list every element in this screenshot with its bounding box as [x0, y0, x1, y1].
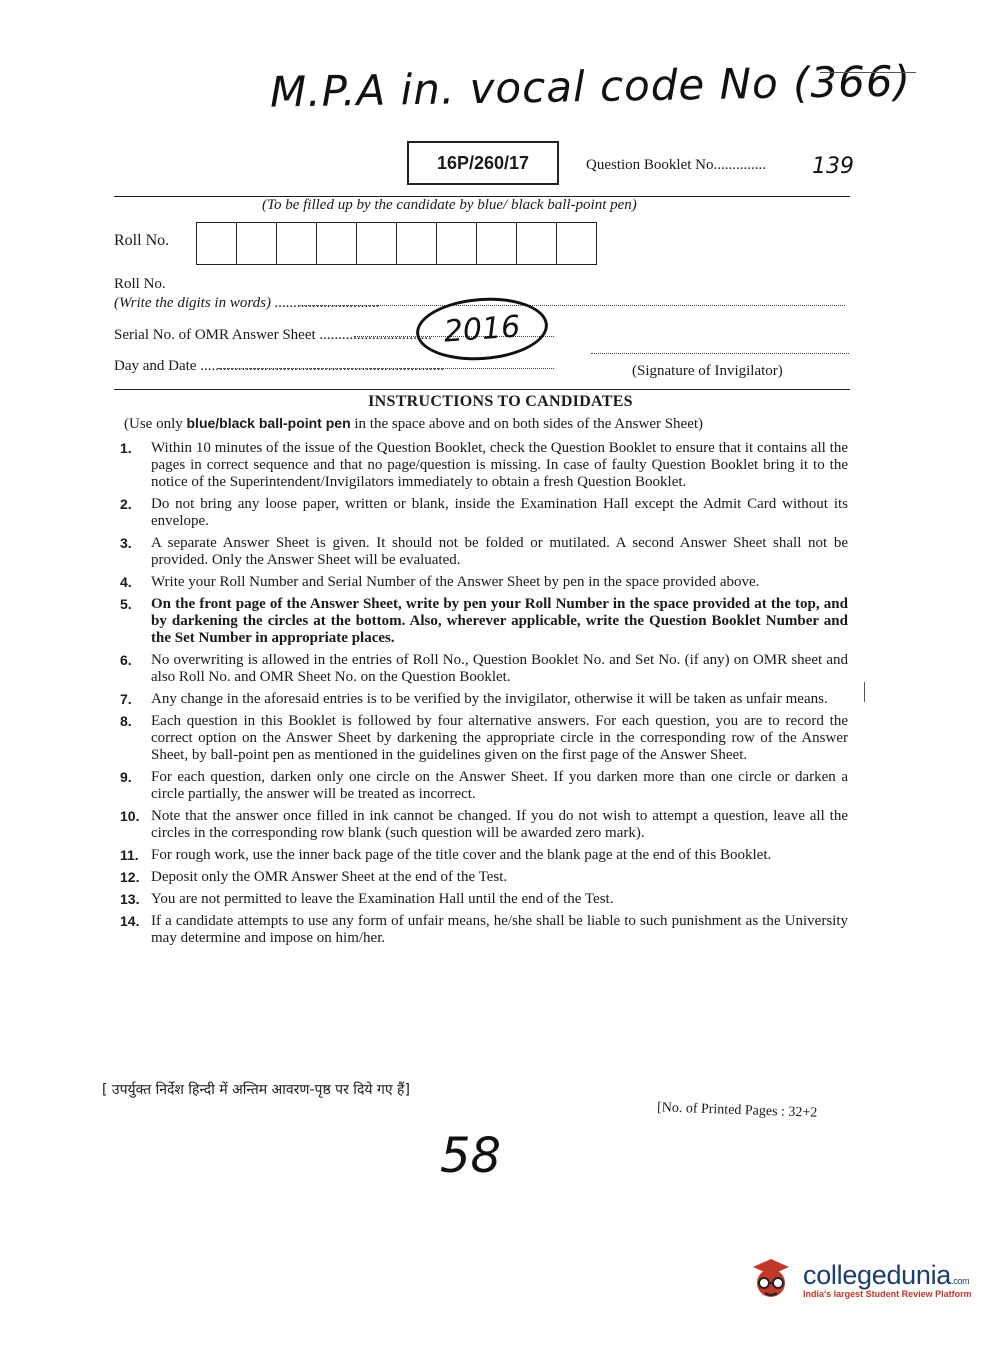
item-number: 5.	[120, 596, 132, 612]
item-number: 11.	[120, 847, 139, 863]
roll-digit-box[interactable]	[397, 223, 437, 264]
item-text: Each question in this Booklet is followed by four alternative answers. For each question, you are to record the correct option on the Answer Sheet by darkening the appropriate circle in the corresponding row of the Answer Sheet, by ball-point pen as mentioned in the guidelines given on the first page of the Answer Sheet.	[151, 713, 848, 763]
item-number: 12.	[120, 869, 140, 885]
item-text: No overwriting is allowed in the entries of Roll No., Question Booklet No. and Set No. (if any) on OMR sheet and also Roll No. and OMR Sheet No. on the Question Booklet.	[151, 652, 848, 685]
day-date-field[interactable]	[218, 368, 554, 369]
item-number: 13.	[120, 891, 140, 907]
instruction-item	[120, 574, 848, 591]
roll-no-boxes[interactable]	[196, 222, 597, 265]
note-suffix: in the space above and on both sides of the Answer Sheet)	[350, 416, 704, 432]
margin-mark	[864, 682, 865, 702]
roll-digit-box[interactable]	[277, 223, 317, 264]
item-text: For each question, darken only one circle on the Answer Sheet. If you darken more than one circle or darken a circle partially, the answer will be treated as incorrect.	[151, 769, 848, 802]
roll-no-label: Roll No.	[114, 232, 170, 249]
instruction-item	[120, 496, 848, 530]
roll-digit-box[interactable]	[317, 223, 357, 264]
instruction-item	[120, 652, 848, 686]
item-text: On the front page of the Answer Sheet, write by pen your Roll Number in the space provided at the top, and by darkening the circles at the bottom. Also, wherever applicable, write the Question Booklet Number and the Set Number in appropriate places.	[151, 596, 848, 646]
collegedunia-watermark	[745, 1253, 972, 1305]
instruction-item	[120, 808, 848, 842]
instruction-item	[120, 440, 848, 491]
brand-tagline: India's largest Student Review Platform	[803, 1288, 972, 1299]
item-text: Do not bring any loose paper, written or blank, inside the Examination Hall except the Admit Card without its envelope.	[151, 496, 848, 529]
logo-text	[803, 1260, 972, 1299]
item-number: 9.	[120, 769, 132, 785]
top-rule	[820, 72, 916, 73]
instruction-item	[120, 769, 848, 803]
item-number: 14.	[120, 913, 140, 929]
mascot-icon	[745, 1253, 797, 1305]
instruction-item	[120, 869, 848, 886]
instruction-item	[120, 535, 848, 569]
item-number: 7.	[120, 691, 132, 707]
item-text: Any change in the aforesaid entries is to be verified by the invigilator, otherwise it will be taken as unfair means.	[151, 691, 828, 707]
instructions-note	[124, 415, 703, 433]
omr-serial-label: Serial No. of OMR Answer Sheet ..............................	[114, 327, 432, 343]
item-text: A separate Answer Sheet is given. It should not be folded or mutilated. A second Answer Sheet shall not be provided. Only the Answer Sheet will be evaluated.	[151, 535, 848, 568]
instructions-heading: INSTRUCTIONS TO CANDIDATES	[368, 393, 633, 410]
question-booklet-number: 139	[812, 154, 854, 179]
fill-note: (To be filled up by the candidate by blue/ black ball-point pen)	[262, 197, 637, 213]
roll-digit-box[interactable]	[237, 223, 277, 264]
item-number: 8.	[120, 713, 132, 729]
instruction-item	[120, 891, 848, 908]
brand-name	[803, 1260, 972, 1291]
item-number: 6.	[120, 652, 132, 668]
divider	[114, 389, 850, 390]
brand-word: collegedunia	[803, 1259, 952, 1290]
question-booklet-label: Question Booklet No..............	[586, 157, 766, 173]
instructions-list	[120, 440, 848, 952]
item-number: 10.	[120, 808, 140, 824]
roll-words-hint: (Write the digits in words) ............................	[114, 295, 380, 311]
handwritten-title: M.P.A in. vocal code No (366)	[269, 56, 912, 117]
handwritten-year-circled: 2016	[414, 293, 550, 364]
roll-digit-box[interactable]	[357, 223, 397, 264]
printed-pages-note: [No. of Printed Pages : 32+2	[656, 1100, 818, 1121]
roll-words-field[interactable]	[300, 305, 845, 306]
signature-label: (Signature of Invigilator)	[632, 363, 783, 379]
handwritten-page-number: 58	[440, 1128, 502, 1184]
item-text: Deposit only the OMR Answer Sheet at the end of the Test.	[151, 869, 508, 885]
note-prefix: (Use only	[124, 416, 187, 432]
roll-digit-box[interactable]	[517, 223, 557, 264]
instruction-item	[120, 713, 848, 764]
item-number: 4.	[120, 574, 132, 590]
item-text: Write your Roll Number and Serial Number of the Answer Sheet by pen in the space provided above.	[151, 574, 760, 590]
item-number: 2.	[120, 496, 132, 512]
item-number: 3.	[120, 535, 132, 551]
roll-digit-box[interactable]	[197, 223, 237, 264]
roll-digit-box[interactable]	[477, 223, 517, 264]
item-text: Within 10 minutes of the issue of the Question Booklet, check the Question Booklet to ensure that it contains all the pages in correct sequence and that no page/question is missing. In case of faulty Question Booklet bring it to the notice of the Superintendent/Invigilators immediately to obtain a fresh Question Booklet.	[151, 440, 848, 490]
roll-words-label: Roll No.	[114, 276, 166, 292]
paper-code-box: 16P/260/17	[407, 141, 559, 185]
item-text: You are not permitted to leave the Examination Hall until the end of the Test.	[151, 891, 614, 907]
brand-suffix: .com	[951, 1275, 970, 1286]
note-bold: blue/black ball-point pen	[186, 415, 351, 431]
item-text: If a candidate attempts to use any form of unfair means, he/she shall be liable to such punishment as the University may determine and impose on him/her.	[151, 913, 848, 946]
item-text: Note that the answer once filled in ink cannot be changed. If you do not wish to attempt a question, leave all the circles in the corresponding row blank (such question will be awarded zero mark).	[151, 808, 848, 841]
day-date-label: Day and Date .................................................................	[114, 358, 444, 374]
instruction-item	[120, 847, 848, 864]
item-text: For rough work, use the inner back page of the title cover and the blank page at the end of this Booklet.	[151, 847, 772, 863]
instruction-item	[120, 913, 848, 947]
roll-digit-box[interactable]	[557, 223, 596, 264]
roll-digit-box[interactable]	[437, 223, 477, 264]
instruction-item	[120, 596, 848, 647]
signature-field[interactable]	[591, 353, 849, 354]
hindi-note: [ उपर्युक्त निर्देश हिन्दी में अन्तिम आवरण-पृष्ठ पर दिये गए हैं]	[102, 1082, 410, 1098]
instruction-item	[120, 691, 848, 708]
item-number: 1.	[120, 440, 132, 456]
